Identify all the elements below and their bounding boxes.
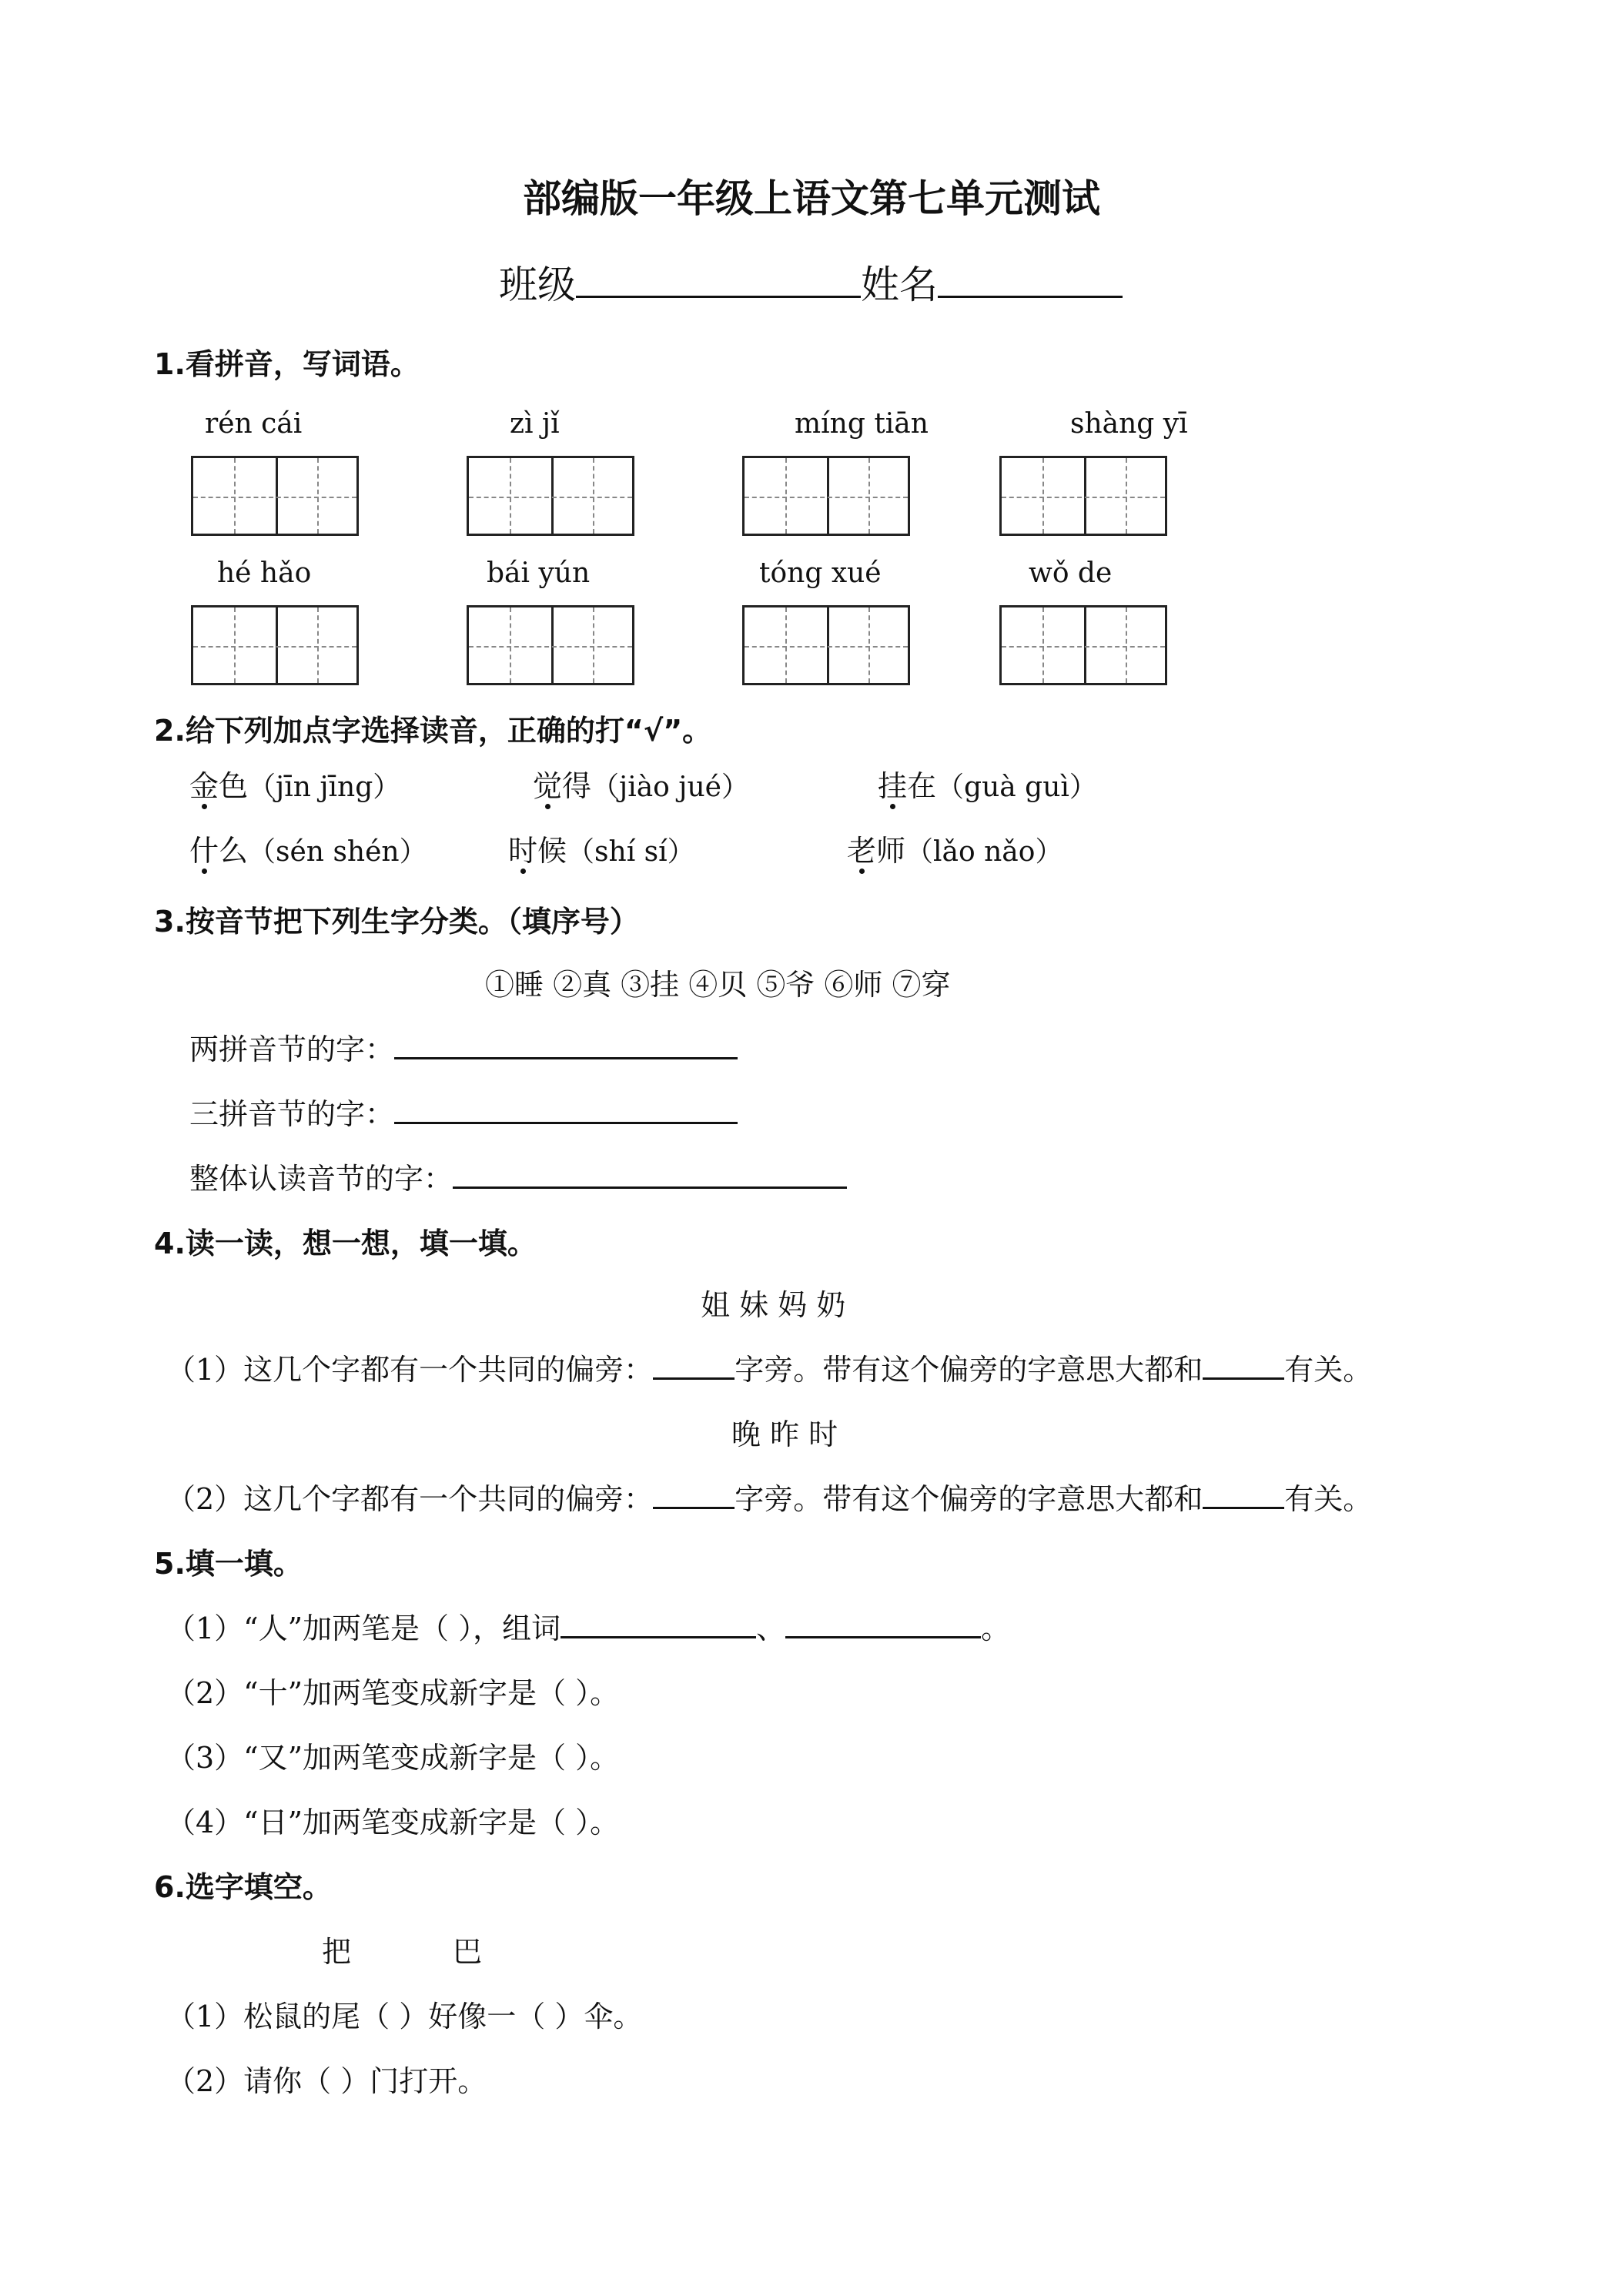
name-blank[interactable]	[938, 265, 1123, 298]
dotted-char: 金	[189, 762, 219, 805]
q4-heading: 4.读一读，想一想，填一填。	[154, 1227, 537, 1260]
writing-grid[interactable]	[191, 456, 359, 536]
answer-blank[interactable]	[1203, 1351, 1284, 1380]
dotted-char: 挂	[878, 762, 907, 805]
q5-line-3: （3）“又”加两笔变成新字是（ ）。	[166, 1741, 620, 1775]
writing-grid[interactable]	[999, 456, 1167, 536]
student-info-line	[499, 254, 1123, 310]
answer-blank[interactable]	[394, 1096, 738, 1124]
q5-line-1: （1）“人”加两笔是（ ），组词 、 。	[166, 1612, 1011, 1645]
q2-item-2[interactable]: 觉得（jiào jué）	[533, 762, 749, 805]
q4-group-2: 晚 昨 时	[731, 1417, 838, 1451]
q6-choice-1: 把	[322, 1935, 352, 1969]
dotted-char: 老	[847, 827, 876, 869]
q1-pinyin-6: bái yún	[487, 557, 591, 589]
q6-heading: 6.选字填空。	[154, 1870, 332, 1904]
q4-sentence-2: （2）这几个字都有一个共同的偏旁： 字旁。带有这个偏旁的字意思大都和 有关。	[166, 1482, 1373, 1516]
q1-pinyin-3: míng tiān	[795, 408, 929, 440]
writing-grid[interactable]	[999, 605, 1167, 685]
q2-item-1[interactable]: 金色（jīn jīng）	[189, 762, 400, 805]
q3-line-2: 三拼音节的字：	[189, 1090, 738, 1133]
q3-heading: 3.按音节把下列生字分类。（填序号）	[154, 905, 639, 939]
q5-heading: 5.填一填。	[154, 1547, 303, 1581]
writing-grid[interactable]	[742, 456, 910, 536]
class-blank[interactable]	[576, 265, 861, 298]
q5-line-4: （4）“日”加两笔变成新字是（ ）。	[166, 1806, 620, 1839]
answer-blank[interactable]	[785, 1610, 981, 1638]
q2-item-5[interactable]: 时候（shí sí）	[508, 827, 695, 869]
q1-heading: 1.看拼音，写词语。	[154, 347, 420, 381]
q1-pinyin-4: shàng yī	[1070, 408, 1188, 440]
q2-heading: 2.给下列加点字选择读音，正确的打“√”。	[154, 714, 712, 748]
answer-blank[interactable]	[653, 1351, 735, 1380]
writing-grid[interactable]	[467, 456, 634, 536]
dotted-char: 觉	[533, 762, 562, 805]
writing-grid[interactable]	[742, 605, 910, 685]
q1-pinyin-2: zì jǐ	[510, 408, 560, 440]
q1-pinyin-8: wǒ de	[1029, 557, 1113, 589]
answer-blank[interactable]	[653, 1481, 735, 1509]
q2-item-6[interactable]: 老师（lǎo nǎo）	[847, 827, 1062, 869]
q3-char-list: ①睡 ②真 ③挂 ④贝 ⑤爷 ⑥师 ⑦穿	[485, 968, 951, 1002]
q1-pinyin-1: rén cái	[205, 408, 303, 440]
q1-pinyin-5: hé hǎo	[217, 557, 312, 589]
writing-grid[interactable]	[191, 605, 359, 685]
q2-item-3[interactable]: 挂在（guà guì）	[878, 762, 1097, 805]
answer-blank[interactable]	[1203, 1481, 1284, 1509]
class-label: 班级	[499, 263, 576, 307]
dotted-char: 什	[189, 827, 219, 869]
q2-item-4[interactable]: 什么（sén shén）	[189, 827, 427, 869]
answer-blank[interactable]	[561, 1610, 756, 1638]
q4-sentence-1: （1）这几个字都有一个共同的偏旁： 字旁。带有这个偏旁的字意思大都和 有关。	[166, 1353, 1373, 1387]
page-title: 部编版一年级上语文第七单元测试	[523, 176, 1100, 221]
writing-grid[interactable]	[467, 605, 634, 685]
answer-blank[interactable]	[453, 1160, 847, 1189]
q6-line-2: （2）请你（ ）门打开。	[166, 2064, 487, 2098]
q1-pinyin-7: tóng xué	[759, 557, 882, 589]
q3-line-1: 两拼音节的字：	[189, 1026, 738, 1068]
q5-line-2: （2）“十”加两笔变成新字是（ ）。	[166, 1676, 620, 1710]
q6-choice-2: 巴	[453, 1935, 483, 1969]
q3-line-3: 整体认读音节的字：	[189, 1155, 847, 1197]
name-label: 姓名	[861, 263, 938, 307]
dotted-char: 时	[508, 827, 537, 869]
q4-group-1: 姐 妹 妈 奶	[701, 1288, 846, 1322]
q6-line-1: （1）松鼠的尾（ ）好像一（ ）伞。	[166, 2000, 643, 2033]
answer-blank[interactable]	[394, 1031, 738, 1059]
